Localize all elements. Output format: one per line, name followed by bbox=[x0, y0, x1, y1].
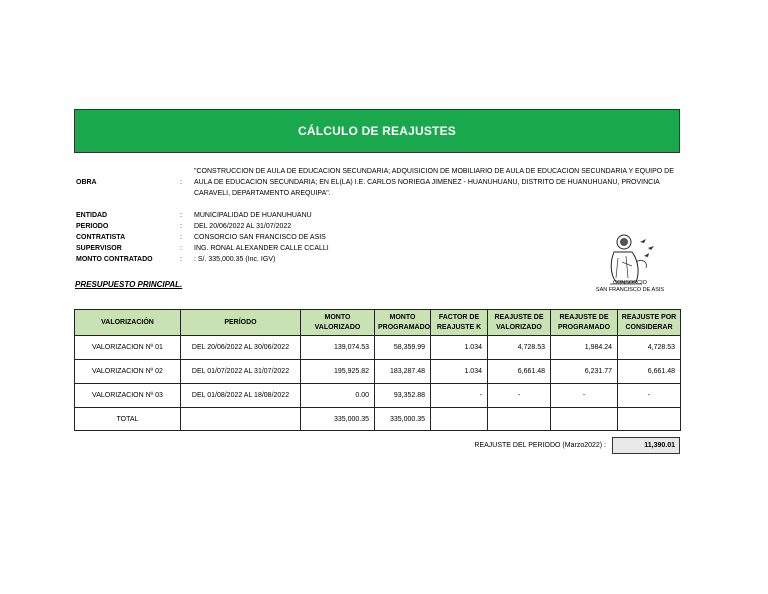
cell-valorizacion: VALORIZACION Nº 01 bbox=[75, 336, 181, 360]
logo-line-1: CONSORCIO bbox=[613, 280, 647, 286]
supervisor-label: SUPERVISOR bbox=[76, 245, 122, 252]
table-header-row bbox=[75, 310, 681, 336]
summary-value: 11,390.01 bbox=[612, 437, 680, 454]
total-periodo-empty bbox=[181, 408, 301, 431]
monto-value: : S/. 335,000.35 (Inc. IGV) bbox=[194, 256, 276, 263]
contratista-value: CONSORCIO SAN FRANCISCO DE ASIS bbox=[194, 234, 326, 241]
cell-reajuste-programado: - bbox=[551, 384, 618, 408]
cell-reajuste-valorizado: 6,661.48 bbox=[488, 360, 551, 384]
cell-monto-programado: 183,287.48 bbox=[375, 360, 431, 384]
section-title: PRESUPUESTO PRINCIPAL. bbox=[75, 280, 183, 289]
periodo-value: DEL 20/06/2022 AL 31/07/2022 bbox=[194, 223, 292, 230]
info-row-entidad bbox=[76, 210, 688, 221]
col-header: REAJUSTE DE VALORIZADO bbox=[488, 310, 551, 336]
cell-periodo: DEL 01/07/2022 AL 31/07/2022 bbox=[181, 360, 301, 384]
cell-reajuste-considerar: - bbox=[618, 384, 681, 408]
col-header: REAJUSTE POR CONSIDERAR bbox=[618, 310, 681, 336]
monto-colon: : bbox=[180, 256, 182, 263]
cell-periodo: DEL 01/08/2022 AL 18/08/2022 bbox=[181, 384, 301, 408]
summary-label: REAJUSTE DEL PERIODO (Marzo2022) : bbox=[474, 442, 606, 449]
info-row-obra bbox=[76, 166, 688, 210]
cell-periodo: DEL 20/06/2022 AL 30/06/2022 bbox=[181, 336, 301, 360]
total-empty-cell bbox=[551, 408, 618, 431]
total-label: TOTAL bbox=[75, 408, 181, 431]
cell-monto-programado: 93,352.88 bbox=[375, 384, 431, 408]
cell-monto-programado: 58,359.99 bbox=[375, 336, 431, 360]
cell-reajuste-considerar: 4,728.53 bbox=[618, 336, 681, 360]
cell-factor-k: - bbox=[431, 384, 488, 408]
cell-monto-valorizado: 139,074.53 bbox=[301, 336, 375, 360]
total-empty-cell bbox=[488, 408, 551, 431]
cell-reajuste-programado: 1,984.24 bbox=[551, 336, 618, 360]
col-header: PERÍODO bbox=[181, 310, 301, 336]
cell-valorizacion: VALORIZACION Nº 03 bbox=[75, 384, 181, 408]
title-banner bbox=[74, 109, 680, 153]
cell-reajuste-valorizado: 4,728.53 bbox=[488, 336, 551, 360]
col-header: MONTO VALORIZADO bbox=[301, 310, 375, 336]
total-empty-cell bbox=[431, 408, 488, 431]
supervisor-colon: : bbox=[180, 245, 182, 252]
col-header: MONTO PROGRAMADO bbox=[375, 310, 431, 336]
col-header: FACTOR DE REAJUSTE K bbox=[431, 310, 488, 336]
obra-label: OBRA bbox=[76, 179, 97, 186]
cell-reajuste-considerar: 6,661.48 bbox=[618, 360, 681, 384]
table-row bbox=[75, 384, 681, 408]
table-row bbox=[75, 336, 681, 360]
cell-monto-valorizado: 0.00 bbox=[301, 384, 375, 408]
table-total-row bbox=[75, 408, 681, 431]
page-title: CÁLCULO DE REAJUSTES bbox=[297, 124, 456, 138]
cell-monto-valorizado: 195,925.82 bbox=[301, 360, 375, 384]
total-empty-cell bbox=[618, 408, 681, 431]
total-monto-valorizado: 335,000.35 bbox=[301, 408, 375, 431]
entidad-colon: : bbox=[180, 212, 182, 219]
budget-table bbox=[74, 309, 681, 431]
table-row bbox=[75, 360, 681, 384]
logo-caption bbox=[588, 280, 672, 294]
obra-colon: : bbox=[180, 179, 182, 186]
cell-factor-k: 1.034 bbox=[431, 336, 488, 360]
cell-reajuste-valorizado: - bbox=[488, 384, 551, 408]
reajuste-summary bbox=[440, 437, 680, 455]
supervisor-value: ING. RONAL ALEXANDER CALLE CCALLI bbox=[194, 245, 329, 252]
total-monto-programado: 335,000.35 bbox=[375, 408, 431, 431]
obra-value: "CONSTRUCCION DE AULA DE EDUCACION SECUNDARIA; ADQUISICION DE MOBILIARIO DE AULA DE EDUCACION SECUNDARIA Y EQUIPO DE AULA DE EDUCACION SECUNDARIA; EN EL(LA) I.E. CARLOS NORIEGA JIMENEZ - HUANUHUANU, DISTRITO DE HUANUHUANU, PROVINCIA CARAVELI, DEPARTAMENTO AREQUIPA". bbox=[194, 168, 674, 197]
cell-reajuste-programado: 6,231.77 bbox=[551, 360, 618, 384]
periodo-colon: : bbox=[180, 223, 182, 230]
col-header: REAJUSTE DE PROGRAMADO bbox=[551, 310, 618, 336]
cell-valorizacion: VALORIZACION Nº 02 bbox=[75, 360, 181, 384]
logo-line-2: SAN FRANCISCO DE ASIS bbox=[595, 287, 665, 293]
cell-factor-k: 1.034 bbox=[431, 360, 488, 384]
entidad-label: ENTIDAD bbox=[76, 212, 108, 219]
monto-label: MONTO CONTRATADO bbox=[76, 256, 153, 263]
periodo-label: PERIODO bbox=[76, 223, 109, 230]
contratista-label: CONTRATISTA bbox=[76, 234, 126, 241]
entidad-value: MUNICIPALIDAD DE HUANUHUANU bbox=[194, 212, 312, 219]
col-header: VALORIZACIÓN bbox=[75, 310, 181, 336]
contratista-colon: : bbox=[180, 234, 182, 241]
